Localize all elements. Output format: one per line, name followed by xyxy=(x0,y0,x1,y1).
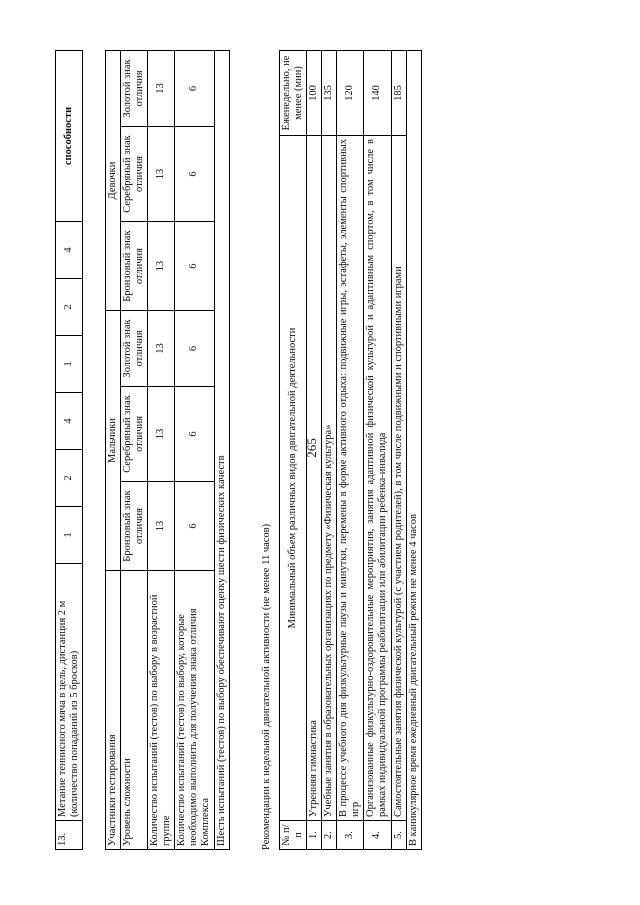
activity-value: 140 xyxy=(364,51,391,136)
row-number: 13. xyxy=(56,821,83,850)
activity-text: Самостоятельные занятия физической культурой (с участием родителей), в том числе подвижными и спортивными играми xyxy=(391,136,406,821)
table-row xyxy=(175,51,214,850)
norms-row-table xyxy=(55,50,83,850)
table-cell: 1 xyxy=(56,336,83,393)
table-row xyxy=(406,51,421,850)
activity-value: 120 xyxy=(337,51,364,136)
table-cell: 6 xyxy=(175,386,214,481)
level-header: Серебряный знак отличия xyxy=(121,126,148,221)
table-row xyxy=(307,51,322,850)
table-cell: 1 xyxy=(56,507,83,564)
table-cell: 6 xyxy=(175,482,214,571)
type-header: Минимальный объем различных видов двигательной деятельности xyxy=(280,136,307,821)
row-number: 2. xyxy=(322,821,337,850)
page-number: 265 xyxy=(303,438,319,458)
girls-header: Девочки xyxy=(106,51,121,311)
table-cell: 13 xyxy=(148,51,175,127)
table-cell: 2 xyxy=(56,450,83,507)
table-row xyxy=(214,51,229,850)
row-label: Количество испытаний (тестов) по выбору в возрастной группе xyxy=(148,571,175,850)
table-cell: 13 xyxy=(148,222,175,311)
activity-footer: В каникулярное время ежедневный двигательный режим не менее 4 часов xyxy=(406,51,421,850)
table-cell: 13 xyxy=(148,126,175,221)
activity-value: 185 xyxy=(391,51,406,136)
table-row xyxy=(280,51,307,850)
summary-table xyxy=(105,50,230,850)
section-label: способности xyxy=(56,51,83,222)
weekly-header: Еженедельно, не менее (мин) xyxy=(280,51,307,136)
table-cell: 6 xyxy=(175,222,214,311)
boys-header: Мальчики xyxy=(106,311,121,571)
row-label: Количество испытаний (тестов) по выбору, которые необходимо выполнить для получения знака отличия Комплекса xyxy=(175,571,214,850)
level-header: Золотой знак отличия xyxy=(121,311,148,387)
activity-text: Утренняя гимнастика xyxy=(307,136,322,821)
difficulty-label: Уровень сложности xyxy=(121,571,148,850)
activity-value: 100 xyxy=(307,51,322,136)
row-number: 3. xyxy=(337,821,364,850)
table-cell: 4 xyxy=(56,222,83,279)
table-row xyxy=(322,51,337,850)
participants-label: Участники тестирования xyxy=(106,571,121,850)
activity-text: Организованные физкультурно-оздоровительные мероприятия, занятия адаптивной физической культурой и адаптивным спортом, в том числе в рамках индивидуальной программы реабилитации или абилитации ребенка-инвалида xyxy=(364,136,391,821)
table-cell: 6 xyxy=(175,311,214,387)
table-row xyxy=(391,51,406,850)
test-name: Метание теннисного мяча в цель, дистанция 2 м (количество попаданий из 5 бросков) xyxy=(56,564,83,821)
level-header: Серебряный знак отличия xyxy=(121,386,148,481)
level-header: Бронзовый знак отличия xyxy=(121,222,148,311)
table-row xyxy=(106,51,121,850)
rotated-content xyxy=(55,50,595,850)
table-row xyxy=(364,51,391,850)
table-row xyxy=(56,51,83,850)
table-cell: 13 xyxy=(148,311,175,387)
activity-table xyxy=(279,50,422,850)
level-header: Золотой знак отличия xyxy=(121,51,148,127)
table-cell: 13 xyxy=(148,386,175,481)
table-row xyxy=(121,51,148,850)
row-number: 5. xyxy=(391,821,406,850)
level-header: Бронзовый знак отличия xyxy=(121,482,148,571)
table-cell: 6 xyxy=(175,51,214,127)
activity-value: 135 xyxy=(322,51,337,136)
summary-footer: Шесть испытаний (тестов) по выбору обеспечивают оценку шести физических качеств xyxy=(214,51,229,850)
table-cell: 6 xyxy=(175,126,214,221)
activity-text: В процессе учебного дня физкультурные паузы и минутки, перемены в форме активного отдыха: подвижные игры, эстафеты, элементы спортивных игр xyxy=(337,136,364,821)
row-number: 4. xyxy=(364,821,391,850)
activity-caption: Рекомендации к недельной двигательной активности (не менее 11 часов) xyxy=(261,523,272,850)
table-cell: 4 xyxy=(56,393,83,450)
activity-text: Учебные занятия в образовательных организациях по предмету «Физическая культура» xyxy=(322,136,337,821)
table-cell: 13 xyxy=(148,482,175,571)
row-number: 1. xyxy=(307,821,322,850)
table-cell: 2 xyxy=(56,279,83,336)
table-row xyxy=(148,51,175,850)
num-header: № п/п xyxy=(280,821,307,850)
table-row xyxy=(337,51,364,850)
